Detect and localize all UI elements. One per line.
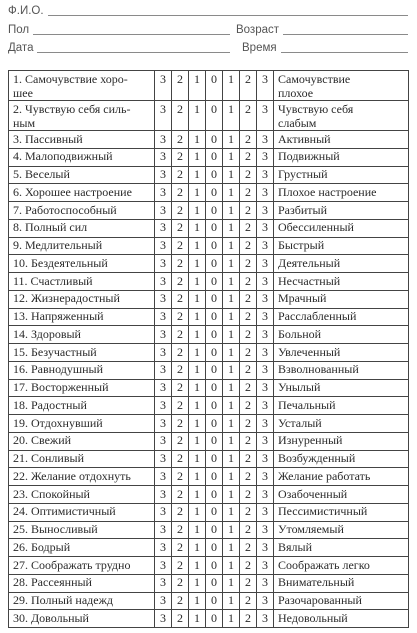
scale-value-cell: 3	[257, 291, 274, 309]
scale-value-cell: 0	[206, 486, 223, 504]
left-pole-label: 15. Безучастный	[9, 344, 155, 362]
scale-value-cell: 3	[155, 504, 172, 522]
scale-value-cell: 1	[223, 202, 240, 220]
scale-value-cell: 1	[189, 184, 206, 202]
scale-value-cell: 0	[206, 593, 223, 611]
scale-value-cell: 2	[240, 255, 257, 273]
right-pole-label: Разочарованный	[274, 593, 409, 611]
left-pole-label: 4. Малоподвижный	[9, 149, 155, 167]
scale-value-cell: 1	[189, 575, 206, 593]
left-pole-label: 29. Полный надежд	[9, 593, 155, 611]
scale-value-cell: 1	[189, 362, 206, 380]
scale-value-cell: 0	[206, 220, 223, 238]
scale-value-cell: 3	[257, 380, 274, 398]
scale-value-cell: 1	[223, 415, 240, 433]
scale-value-cell: 3	[257, 202, 274, 220]
left-pole-label: 3. Пассивный	[9, 131, 155, 149]
scale-value-cell: 2	[240, 433, 257, 451]
scale-value-cell: 2	[172, 504, 189, 522]
left-pole-label: 27. Соображать трудно	[9, 557, 155, 575]
scale-value-cell: 2	[240, 220, 257, 238]
scale-value-cell: 0	[206, 451, 223, 469]
scale-value-cell: 1	[223, 362, 240, 380]
right-pole-label: Обессиленный	[274, 220, 409, 238]
scale-value-cell: 1	[189, 433, 206, 451]
scale-value-cell: 3	[257, 522, 274, 540]
right-pole-label: Грустный	[274, 167, 409, 185]
scale-value-cell: 2	[240, 362, 257, 380]
scale-value-cell: 2	[240, 202, 257, 220]
right-pole-label: Быстрый	[274, 238, 409, 256]
scale-value-cell: 2	[172, 557, 189, 575]
scale-value-cell: 0	[206, 380, 223, 398]
scale-value-cell: 2	[172, 468, 189, 486]
scale-value-cell: 2	[240, 593, 257, 611]
scale-value-cell: 1	[223, 451, 240, 469]
scale-value-cell: 2	[172, 149, 189, 167]
scale-value-cell: 1	[223, 131, 240, 149]
scale-value-cell: 3	[257, 326, 274, 344]
scale-value-cell: 3	[155, 610, 172, 628]
scale-value-cell: 3	[155, 593, 172, 611]
scale-value-cell: 1	[189, 326, 206, 344]
scale-value-cell: 1	[189, 486, 206, 504]
scale-value-cell: 2	[172, 101, 189, 131]
left-pole-label: 25. Выносливый	[9, 522, 155, 540]
scale-value-cell: 3	[257, 273, 274, 291]
scale-value-cell: 2	[172, 238, 189, 256]
scale-value-cell: 3	[155, 326, 172, 344]
right-pole-label: Недовольный	[274, 610, 409, 628]
scale-value-cell: 2	[172, 539, 189, 557]
scale-value-cell: 3	[155, 344, 172, 362]
scale-value-cell: 0	[206, 522, 223, 540]
scale-value-cell: 0	[206, 149, 223, 167]
scale-value-cell: 1	[223, 184, 240, 202]
scale-value-cell: 3	[155, 451, 172, 469]
scale-value-cell: 2	[172, 184, 189, 202]
scale-value-cell: 1	[223, 101, 240, 131]
age-label: Возраст	[236, 24, 280, 36]
scale-value-cell: 2	[172, 220, 189, 238]
age-field	[236, 22, 408, 37]
left-pole-label: 18. Радостный	[9, 397, 155, 415]
scale-value-cell: 3	[155, 273, 172, 291]
left-pole-label: 23. Спокойный	[9, 486, 155, 504]
scale-value-cell: 2	[240, 184, 257, 202]
scale-value-cell: 0	[206, 131, 223, 149]
right-pole-label: Подвижный	[274, 149, 409, 167]
scale-value-cell: 1	[189, 220, 206, 238]
scale-value-cell: 1	[189, 167, 206, 185]
scale-value-cell: 2	[172, 575, 189, 593]
scale-value-cell: 0	[206, 610, 223, 628]
sex-line	[33, 24, 230, 35]
right-pole-label: Изнуренный	[274, 433, 409, 451]
scale-value-cell: 2	[172, 433, 189, 451]
scale-value-cell: 3	[257, 309, 274, 327]
scale-value-cell: 0	[206, 273, 223, 291]
scale-value-cell: 3	[257, 131, 274, 149]
scale-value-cell: 1	[189, 415, 206, 433]
scale-value-cell: 1	[189, 101, 206, 131]
scale-value-cell: 1	[189, 149, 206, 167]
scale-value-cell: 1	[189, 380, 206, 398]
scale-value-cell: 1	[223, 220, 240, 238]
scale-value-cell: 2	[240, 468, 257, 486]
scale-value-cell: 1	[223, 575, 240, 593]
scale-value-cell: 3	[257, 397, 274, 415]
scale-value-cell: 1	[223, 539, 240, 557]
scale-value-cell: 3	[155, 184, 172, 202]
scale-value-cell: 2	[240, 397, 257, 415]
left-pole-label: 12. Жизнерадостный	[9, 291, 155, 309]
time-field	[242, 40, 408, 55]
scale-value-cell: 1	[189, 202, 206, 220]
scale-value-cell: 0	[206, 433, 223, 451]
right-pole-label: Разбитый	[274, 202, 409, 220]
scale-value-cell: 1	[223, 433, 240, 451]
scale-value-cell: 2	[172, 380, 189, 398]
left-pole-label: 26. Бодрый	[9, 539, 155, 557]
scale-value-cell: 2	[240, 131, 257, 149]
scale-value-cell: 2	[240, 380, 257, 398]
scale-value-cell: 0	[206, 415, 223, 433]
scale-value-cell: 1	[223, 273, 240, 291]
right-pole-label: Соображать легко	[274, 557, 409, 575]
scale-value-cell: 1	[189, 504, 206, 522]
scale-value-cell: 3	[257, 504, 274, 522]
scale-value-cell: 0	[206, 101, 223, 131]
left-pole-label: 16. Равнодушный	[9, 362, 155, 380]
scale-value-cell: 0	[206, 468, 223, 486]
scale-value-cell: 3	[257, 593, 274, 611]
left-pole-label: 2. Чувствую себя силь- ным	[9, 101, 155, 131]
scale-value-cell: 1	[189, 71, 206, 101]
left-pole-label: 11. Счастливый	[9, 273, 155, 291]
scale-value-cell: 3	[155, 131, 172, 149]
scale-value-cell: 2	[172, 71, 189, 101]
left-pole-label: 10. Бездеятельный	[9, 255, 155, 273]
scale-value-cell: 3	[257, 468, 274, 486]
right-pole-label: Несчастный	[274, 273, 409, 291]
right-pole-label: Пессимистичный	[274, 504, 409, 522]
scale-value-cell: 3	[257, 415, 274, 433]
scale-value-cell: 3	[155, 220, 172, 238]
scale-value-cell: 1	[223, 610, 240, 628]
scale-value-cell: 1	[223, 309, 240, 327]
scale-value-cell: 2	[172, 522, 189, 540]
scale-value-cell: 3	[155, 71, 172, 101]
date-time-row	[8, 40, 408, 55]
scale-value-cell: 2	[172, 273, 189, 291]
scale-value-cell: 1	[189, 557, 206, 575]
left-pole-label: 30. Довольный	[9, 610, 155, 628]
scale-value-cell: 2	[240, 291, 257, 309]
scale-value-cell: 2	[172, 131, 189, 149]
time-line	[281, 42, 408, 53]
right-pole-label: Плохое настроение	[274, 184, 409, 202]
scale-value-cell: 0	[206, 575, 223, 593]
scale-value-cell: 2	[240, 71, 257, 101]
scale-value-cell: 3	[155, 202, 172, 220]
scale-value-cell: 2	[240, 504, 257, 522]
scale-value-cell: 2	[240, 539, 257, 557]
scale-value-cell: 3	[257, 238, 274, 256]
scale-value-cell: 0	[206, 539, 223, 557]
fio-line	[48, 5, 408, 16]
scale-value-cell: 1	[189, 593, 206, 611]
scale-value-cell: 3	[257, 167, 274, 185]
scale-value-cell: 2	[172, 593, 189, 611]
scale-value-cell: 3	[155, 167, 172, 185]
scale-value-cell: 2	[240, 486, 257, 504]
scale-value-cell: 3	[155, 397, 172, 415]
scale-value-cell: 1	[189, 273, 206, 291]
scale-value-cell: 0	[206, 362, 223, 380]
left-pole-label: 6. Хорошее настроение	[9, 184, 155, 202]
scale-value-cell: 1	[189, 397, 206, 415]
time-label: Время	[242, 42, 277, 54]
left-pole-label: 8. Полный сил	[9, 220, 155, 238]
scale-value-cell: 1	[223, 149, 240, 167]
date-line	[37, 42, 230, 53]
scale-value-cell: 1	[223, 522, 240, 540]
scale-value-cell: 3	[155, 362, 172, 380]
scale-value-cell: 2	[172, 362, 189, 380]
sex-label: Пол	[8, 24, 30, 36]
left-pole-label: 7. Работоспособный	[9, 202, 155, 220]
scale-value-cell: 0	[206, 291, 223, 309]
scale-value-cell: 2	[240, 415, 257, 433]
scale-value-cell: 3	[155, 522, 172, 540]
scale-value-cell: 1	[223, 504, 240, 522]
scale-value-cell: 3	[155, 101, 172, 131]
date-label: Дата	[8, 42, 34, 54]
scale-value-cell: 2	[172, 309, 189, 327]
right-pole-label: Утомляемый	[274, 522, 409, 540]
scale-value-cell: 3	[257, 433, 274, 451]
scale-value-cell: 2	[240, 610, 257, 628]
scale-value-cell: 0	[206, 397, 223, 415]
scale-value-cell: 2	[172, 415, 189, 433]
questionnaire-table	[8, 70, 409, 628]
left-pole-label: 9. Медлительный	[9, 238, 155, 256]
age-line	[283, 24, 408, 35]
scale-value-cell: 2	[240, 149, 257, 167]
scale-value-cell: 1	[223, 167, 240, 185]
scale-value-cell: 2	[240, 557, 257, 575]
left-pole-label: 22. Желание отдохнуть	[9, 468, 155, 486]
fio-field	[8, 3, 408, 18]
scale-value-cell: 3	[257, 362, 274, 380]
scale-value-cell: 0	[206, 504, 223, 522]
scale-value-cell: 2	[240, 451, 257, 469]
scale-value-cell: 3	[155, 291, 172, 309]
left-pole-label: 14. Здоровый	[9, 326, 155, 344]
scale-value-cell: 3	[155, 415, 172, 433]
left-pole-label: 17. Восторженный	[9, 380, 155, 398]
right-pole-label: Усталый	[274, 415, 409, 433]
scale-value-cell: 2	[172, 291, 189, 309]
scale-value-cell: 0	[206, 184, 223, 202]
scale-value-cell: 3	[257, 539, 274, 557]
left-pole-label: 20. Свежий	[9, 433, 155, 451]
scale-value-cell: 0	[206, 238, 223, 256]
left-pole-label: 5. Веселый	[9, 167, 155, 185]
scale-value-cell: 1	[189, 468, 206, 486]
scale-value-cell: 3	[257, 149, 274, 167]
scale-value-cell: 3	[155, 557, 172, 575]
scale-value-cell: 3	[155, 255, 172, 273]
right-pole-label: Вялый	[274, 539, 409, 557]
scale-value-cell: 3	[257, 610, 274, 628]
scale-value-cell: 0	[206, 202, 223, 220]
scale-value-cell: 1	[223, 255, 240, 273]
scale-value-cell: 3	[257, 486, 274, 504]
right-pole-label: Печальный	[274, 397, 409, 415]
right-pole-label: Самочувствие плохое	[274, 71, 409, 101]
scale-value-cell: 1	[223, 468, 240, 486]
scale-value-cell: 2	[172, 610, 189, 628]
sex-field	[8, 22, 230, 37]
right-pole-label: Чувствую себя слабым	[274, 101, 409, 131]
scale-value-cell: 1	[223, 380, 240, 398]
left-pole-label: 19. Отдохнувший	[9, 415, 155, 433]
scale-value-cell: 0	[206, 167, 223, 185]
scale-value-cell: 1	[189, 309, 206, 327]
left-pole-label: 21. Сонливый	[9, 451, 155, 469]
left-pole-label: 28. Рассеянный	[9, 575, 155, 593]
scale-value-cell: 1	[223, 397, 240, 415]
scale-value-cell: 2	[240, 238, 257, 256]
scale-value-cell: 3	[257, 184, 274, 202]
scale-value-cell: 2	[240, 326, 257, 344]
scale-value-cell: 3	[155, 539, 172, 557]
right-pole-label: Расслабленный	[274, 309, 409, 327]
right-pole-label: Активный	[274, 131, 409, 149]
scale-value-cell: 1	[223, 238, 240, 256]
right-pole-label: Взволнованный	[274, 362, 409, 380]
scale-value-cell: 2	[172, 167, 189, 185]
scale-value-cell: 3	[257, 451, 274, 469]
scale-value-cell: 2	[240, 309, 257, 327]
scale-value-cell: 3	[155, 238, 172, 256]
right-pole-label: Деятельный	[274, 255, 409, 273]
right-pole-label: Желание работать	[274, 468, 409, 486]
scale-value-cell: 3	[155, 468, 172, 486]
scale-value-cell: 2	[240, 101, 257, 131]
scale-value-cell: 1	[223, 71, 240, 101]
scale-value-cell: 1	[223, 326, 240, 344]
scale-value-cell: 3	[257, 344, 274, 362]
scale-value-cell: 3	[257, 575, 274, 593]
scale-value-cell: 3	[257, 101, 274, 131]
right-pole-label: Мрачный	[274, 291, 409, 309]
right-pole-label: Озабоченный	[274, 486, 409, 504]
scale-value-cell: 0	[206, 557, 223, 575]
scale-value-cell: 2	[172, 344, 189, 362]
right-pole-label: Возбужденный	[274, 451, 409, 469]
scale-value-cell: 2	[172, 397, 189, 415]
scale-value-cell: 3	[155, 486, 172, 504]
scale-value-cell: 3	[257, 557, 274, 575]
scale-value-cell: 3	[257, 71, 274, 101]
scale-value-cell: 1	[223, 486, 240, 504]
scale-value-cell: 1	[189, 291, 206, 309]
scale-value-cell: 1	[189, 539, 206, 557]
right-pole-label: Унылый	[274, 380, 409, 398]
scale-value-cell: 0	[206, 309, 223, 327]
scale-value-cell: 1	[189, 610, 206, 628]
scale-value-cell: 1	[223, 291, 240, 309]
scale-value-cell: 1	[189, 451, 206, 469]
scale-value-cell: 2	[240, 522, 257, 540]
scale-value-cell: 3	[155, 575, 172, 593]
scale-value-cell: 0	[206, 326, 223, 344]
left-pole-label: 24. Оптимистичный	[9, 504, 155, 522]
scale-value-cell: 1	[189, 255, 206, 273]
scale-value-cell: 2	[240, 167, 257, 185]
scale-value-cell: 2	[172, 326, 189, 344]
scale-value-cell: 1	[189, 238, 206, 256]
right-pole-label: Внимательный	[274, 575, 409, 593]
scale-value-cell: 2	[172, 202, 189, 220]
scale-value-cell: 2	[240, 344, 257, 362]
scale-value-cell: 3	[155, 380, 172, 398]
scale-value-cell: 0	[206, 255, 223, 273]
date-field	[8, 40, 230, 55]
scale-value-cell: 1	[223, 344, 240, 362]
scale-value-cell: 1	[223, 557, 240, 575]
scale-value-cell: 3	[155, 433, 172, 451]
scale-value-cell: 1	[189, 344, 206, 362]
scale-value-cell: 0	[206, 71, 223, 101]
right-pole-label: Больной	[274, 326, 409, 344]
scale-value-cell: 3	[155, 149, 172, 167]
scale-value-cell: 2	[240, 575, 257, 593]
right-pole-label: Увлеченный	[274, 344, 409, 362]
scale-value-cell: 1	[189, 522, 206, 540]
scale-value-cell: 2	[172, 255, 189, 273]
scale-value-cell: 2	[172, 486, 189, 504]
fio-label: Ф.И.О.	[8, 5, 44, 17]
scale-value-cell: 1	[189, 131, 206, 149]
scale-value-cell: 1	[223, 593, 240, 611]
scale-value-cell: 0	[206, 344, 223, 362]
scale-value-cell: 3	[257, 220, 274, 238]
sex-age-row	[8, 22, 408, 37]
left-pole-label: 13. Напряженный	[9, 309, 155, 327]
scale-value-cell: 2	[240, 273, 257, 291]
left-pole-label: 1. Самочувствие хоро- шее	[9, 71, 155, 101]
scale-value-cell: 3	[155, 309, 172, 327]
scale-value-cell: 2	[172, 451, 189, 469]
scale-value-cell: 3	[257, 255, 274, 273]
